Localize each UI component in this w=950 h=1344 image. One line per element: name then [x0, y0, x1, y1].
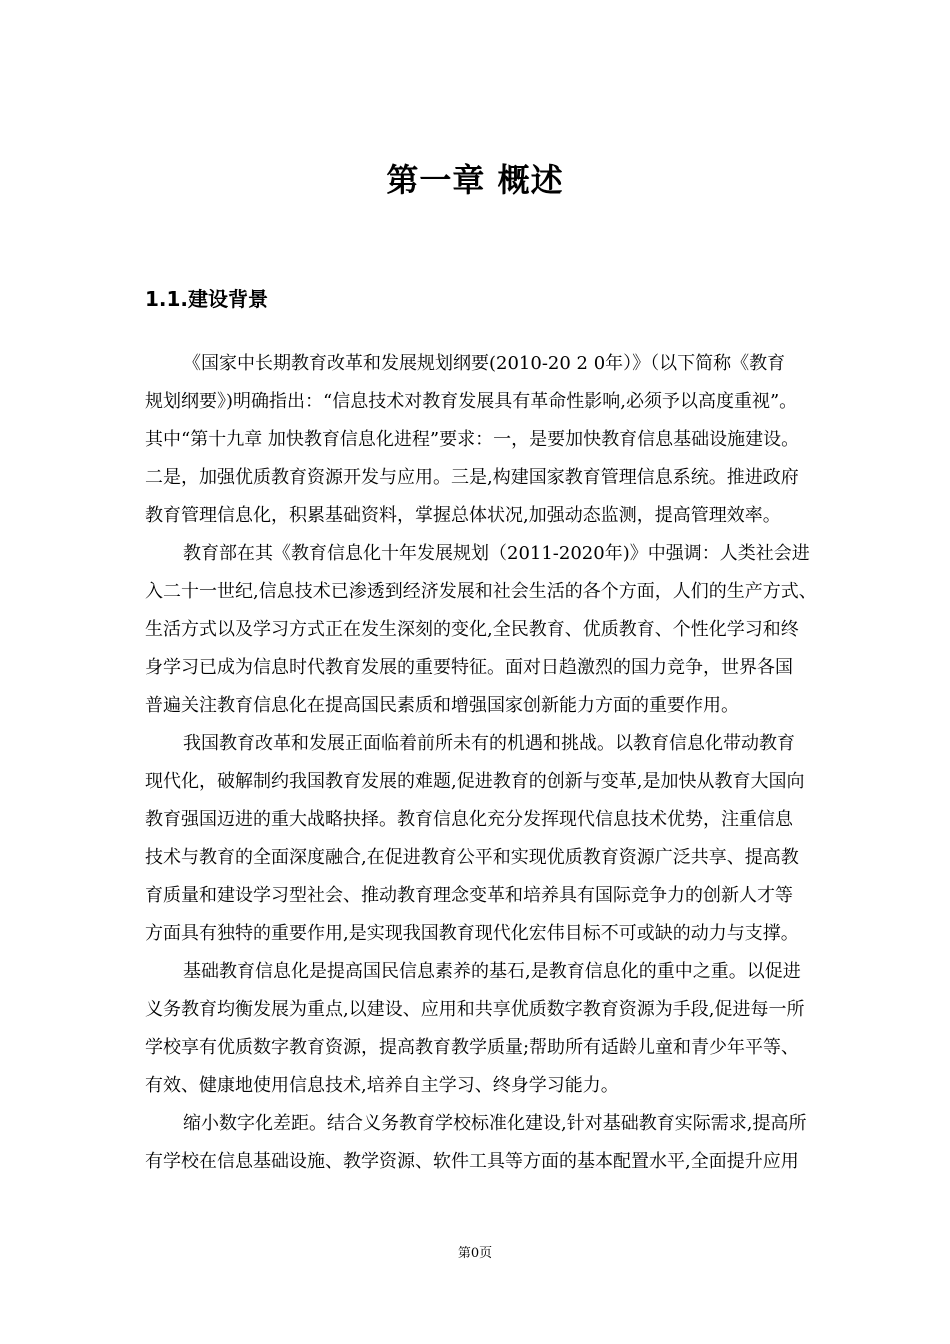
text-line: 教育管理信息化，积累基础资料，掌握总体状况,加强动态监测，提高管理效率。	[145, 505, 781, 526]
section-heading: 1.1.建设背景	[145, 287, 269, 311]
text-line: 入二十一世纪,信息技术已渗透到经济发展和社会生活的各个方面，人们的生产方式、	[145, 581, 817, 602]
text-line: 缩小数字化差距。结合义务教育学校标准化建设,针对基础教育实际需求,提高所	[183, 1113, 807, 1134]
text-line: 二是，加强优质教育资源开发与应用。三是,构建国家教育管理信息系统。推进政府	[145, 467, 799, 488]
text-line: 义务教育均衡发展为重点,以建设、应用和共享优质数字教育资源为手段,促进每一所	[145, 999, 805, 1020]
text-line: 身学习已成为信息时代教育发展的重要特征。面对日趋激烈的国力竞争，世界各国	[145, 657, 793, 678]
text-line: 育质量和建设学习型社会、推动教育理念变革和培养具有国际竞争力的创新人才等	[145, 885, 793, 906]
text-line: 生活方式以及学习方式正在发生深刻的变化,全民教育、优质教育、个性化学习和终	[145, 619, 799, 640]
text-line: 普遍关注教育信息化在提高国民素质和增强国家创新能力方面的重要作用。	[145, 695, 739, 716]
chapter-title: 第一章 概述	[386, 161, 564, 199]
text-line: 其中“第十九章 加快教育信息化进程”要求：一，是要加快教育信息基础设施建设。	[145, 429, 800, 450]
text-line: 有学校在信息基础设施、教学资源、软件工具等方面的基本配置水平,全面提升应用	[145, 1151, 799, 1172]
text-line: 学校享有优质数字教育资源，提高教育教学质量;帮助所有适龄儿童和青少年平等、	[145, 1037, 800, 1058]
text-line: 《国家中长期教育改革和发展规划纲要(2010-20 2 0年）》（以下简称《教育	[183, 353, 786, 374]
text-line: 规划纲要》)明确指出：“信息技术对教育发展具有革命性影响,必须予以高度重视”。	[145, 391, 798, 412]
text-line: 技术与教育的全面深度融合,在促进教育公平和实现优质教育资源广泛共享、提高教	[145, 847, 799, 868]
text-line: 教育部在其《教育信息化十年发展规划（2011-2020年)》中强调：人类社会进	[183, 543, 810, 564]
text-line: 我国教育改革和发展正面临着前所未有的机遇和挑战。以教育信息化带动教育	[183, 733, 795, 754]
body-text	[145, 345, 865, 1181]
text-line: 方面具有独特的重要作用,是实现我国教育现代化宏伟目标不可或缺的动力与支撑。	[145, 923, 799, 944]
text-line: 教育强国迈进的重大战略抉择。教育信息化充分发挥现代信息技术优势，注重信息	[145, 809, 793, 830]
page-footer: 第0页	[457, 1246, 493, 1261]
text-line: 基础教育信息化是提高国民信息素养的基石,是教育信息化的重中之重。以促进	[183, 961, 801, 982]
text-line: 现代化，破解制约我国教育发展的难题,促进教育的创新与变革,是加快从教育大国向	[145, 771, 805, 792]
text-line: 有效、健康地使用信息技术,培养自主学习、终身学习能力。	[145, 1075, 619, 1096]
